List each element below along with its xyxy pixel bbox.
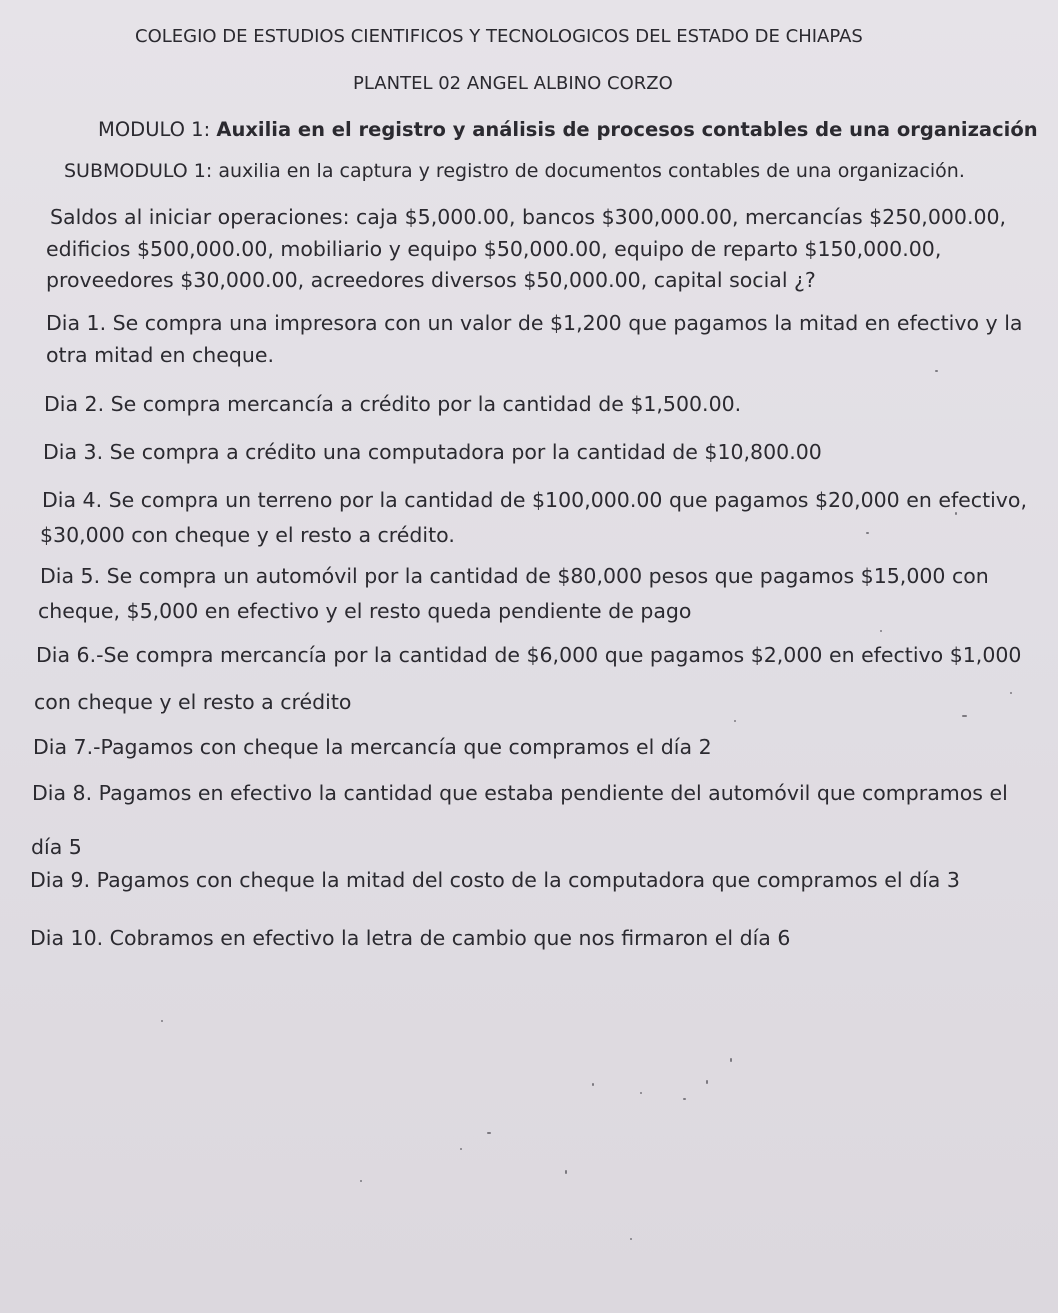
- day-10-line: Dia 10. Cobramos en efectivo la letra de cambio que nos firmaron el día 6: [30, 926, 791, 950]
- day-9-line: Dia 9. Pagamos con cheque la mitad del costo de la computadora que compramos el día 3: [30, 868, 960, 892]
- day-8-line: Dia 8. Pagamos en efectivo la cantidad que estaba pendiente del automóvil que compramos el: [32, 781, 1008, 805]
- day-5-line: Dia 5. Se compra un automóvil por la cantidad de $80,000 pesos que pagamos $15,000 con: [40, 564, 989, 588]
- paper-speck: [730, 1058, 732, 1062]
- day-8-line: día 5: [31, 835, 82, 859]
- campus-title: PLANTEL 02 ANGEL ALBINO CORZO: [353, 73, 673, 94]
- day-1-line: otra mitad en cheque.: [46, 343, 275, 367]
- day-1-line: Dia 1. Se compra una impresora con un valor de $1,200 que pagamos la mitad en efectivo y la: [46, 311, 1023, 335]
- institution-title: COLEGIO DE ESTUDIOS CIENTIFICOS Y TECNOLOGICOS DEL ESTADO DE CHIAPAS: [135, 26, 863, 47]
- paper-speck: [734, 720, 736, 722]
- paper-speck: [706, 1080, 708, 1084]
- day-3-line: Dia 3. Se compra a crédito una computadora por la cantidad de $10,800.00: [43, 440, 822, 464]
- paper-speck: [161, 1020, 163, 1022]
- paper-speck: [866, 532, 869, 534]
- paper-speck: [565, 1170, 567, 1174]
- paper-speck: [630, 1238, 632, 1240]
- opening-balances-line: edificios $500,000.00, mobiliario y equipo $50,000.00, equipo de reparto $150,000.00,: [46, 237, 942, 261]
- day-4-line: Dia 4. Se compra un terreno por la cantidad de $100,000.00 que pagamos $20,000 en efectivo,: [42, 488, 1027, 512]
- day-5-line: cheque, $5,000 en efectivo y el resto queda pendiente de pago: [38, 599, 692, 623]
- opening-balances-line: Saldos al iniciar operaciones: caja $5,000.00, bancos $300,000.00, mercancías $250,000.00,: [50, 205, 1007, 229]
- module-title: Auxilia en el registro y análisis de procesos contables de una organización: [216, 118, 1038, 141]
- paper-speck: [955, 512, 957, 515]
- day-6-line: Dia 6.-Se compra mercancía por la cantidad de $6,000 que pagamos $2,000 en efectivo $1,000: [36, 643, 1022, 667]
- module-label: MODULO 1:: [98, 118, 211, 141]
- paper-speck: [640, 1092, 642, 1094]
- module-heading: [98, 120, 1038, 140]
- paper-speck: [360, 1180, 362, 1182]
- paper-speck: [592, 1083, 594, 1086]
- submodule-heading: SUBMODULO 1: auxilia en la captura y registro de documentos contables de una organización.: [64, 160, 965, 182]
- paper-speck: [1010, 692, 1012, 694]
- paper-speck: [487, 1132, 491, 1134]
- day-6-line: con cheque y el resto a crédito: [34, 690, 352, 714]
- day-2-line: Dia 2. Se compra mercancía a crédito por la cantidad de $1,500.00.: [44, 392, 742, 416]
- paper-speck: [880, 630, 882, 632]
- opening-balances-line: proveedores $30,000.00, acreedores diversos $50,000.00, capital social ¿?: [46, 268, 816, 292]
- paper-speck: [460, 1148, 462, 1150]
- paper-speck: [962, 715, 967, 717]
- day-4-line: $30,000 con cheque y el resto a crédito.: [40, 523, 455, 547]
- paper-speck: [683, 1098, 686, 1100]
- day-7-line: Dia 7.-Pagamos con cheque la mercancía que compramos el día 2: [33, 735, 712, 759]
- paper-speck: [935, 370, 938, 372]
